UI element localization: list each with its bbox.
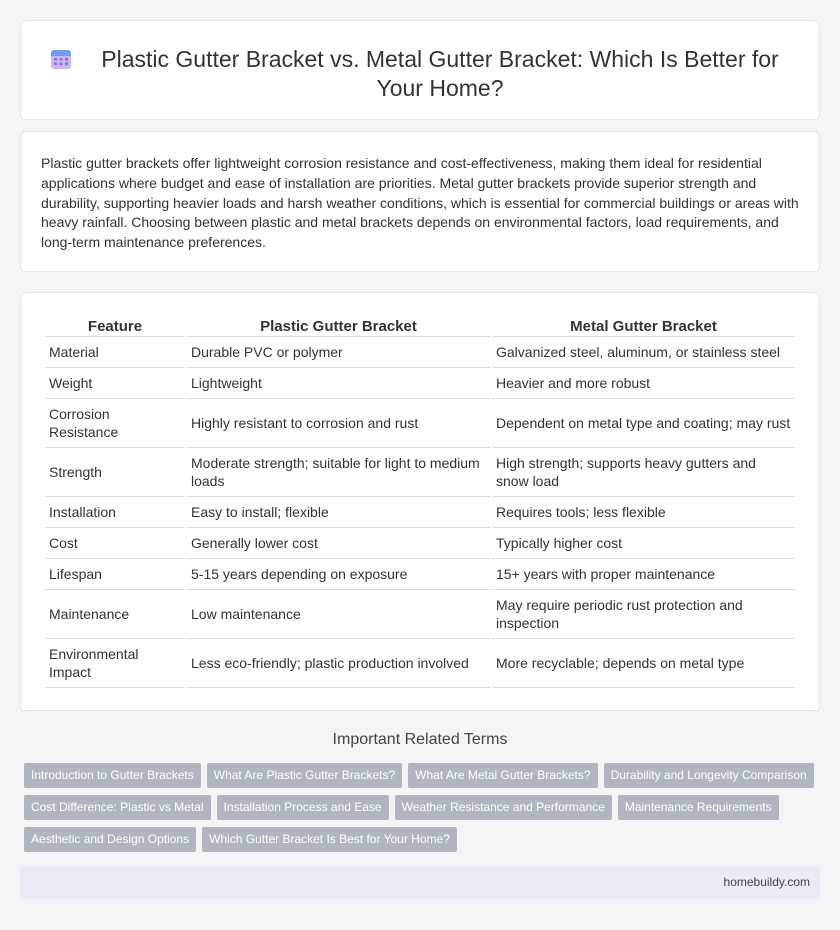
page-title: Plastic Gutter Bracket vs. Metal Gutter Bracket: Which Is Better for Your Home? [101,46,779,101]
related-term-tag[interactable]: Maintenance Requirements [618,795,779,820]
table-row [45,559,795,590]
feature-cell: Installation [45,497,185,528]
feature-cell: Cost [45,528,185,559]
related-term-tag[interactable]: Introduction to Gutter Brackets [24,763,201,788]
related-term-tag[interactable]: Durability and Longevity Comparison [604,763,814,788]
title-card [20,20,820,120]
related-term-tag[interactable]: Installation Process and Ease [217,795,389,820]
metal-cell: Dependent on metal type and coating; may rust [492,399,795,448]
related-terms-list [24,763,824,859]
table-row [45,399,795,448]
column-header-feature: Feature [45,315,185,337]
related-term-tag[interactable]: Weather Resistance and Performance [395,795,612,820]
footer [20,866,820,899]
metal-cell: Requires tools; less flexible [492,497,795,528]
table-row [45,639,795,688]
feature-cell: Environmental Impact [45,639,185,688]
column-header-metal: Metal Gutter Bracket [492,315,795,337]
plastic-cell: Durable PVC or polymer [187,337,490,368]
metal-cell: High strength; supports heavy gutters and snow load [492,448,795,497]
comparison-table-card [20,292,820,711]
table-row [45,590,795,639]
metal-cell: Galvanized steel, aluminum, or stainless steel [492,337,795,368]
feature-cell: Weight [45,368,185,399]
related-term-tag[interactable]: Which Gutter Bracket Is Best for Your Home? [202,827,457,852]
related-term-tag[interactable]: What Are Plastic Gutter Brackets? [207,763,402,788]
intro-paragraph: Plastic gutter brackets offer lightweight corrosion resistance and cost-effectiveness, making them ideal for residential applications where budget and ease of installation are priorities. Metal gutter brackets provide superior strength and durability, supporting heavier loads and harsh weather conditions, which is essential for commercial buildings or areas with heavy rainfall. Choosing between plastic and metal brackets depends on environmental factors, load requirements, and long-term maintenance preferences. [41,155,799,251]
feature-cell: Lifespan [45,559,185,590]
feature-cell: Maintenance [45,590,185,639]
comparison-table [43,315,797,688]
metal-cell: 15+ years with proper maintenance [492,559,795,590]
table-header-row [45,315,795,337]
table-row [45,528,795,559]
feature-cell: Corrosion Resistance [45,399,185,448]
plastic-cell: 5-15 years depending on exposure [187,559,490,590]
column-header-plastic: Plastic Gutter Bracket [187,315,490,337]
footer-site-name[interactable]: homebuildy.com [723,875,810,889]
metal-cell: Typically higher cost [492,528,795,559]
table-row [45,497,795,528]
plastic-cell: Lightweight [187,368,490,399]
plastic-cell: Highly resistant to corrosion and rust [187,399,490,448]
intro-card [20,131,820,272]
metal-cell: May require periodic rust protection and inspection [492,590,795,639]
plastic-cell: Less eco-friendly; plastic production involved [187,639,490,688]
plastic-cell: Low maintenance [187,590,490,639]
related-term-tag[interactable]: Cost Difference: Plastic vs Metal [24,795,211,820]
feature-cell: Material [45,337,185,368]
plastic-cell: Moderate strength; suitable for light to medium loads [187,448,490,497]
feature-cell: Strength [45,448,185,497]
metal-cell: More recyclable; depends on metal type [492,639,795,688]
plastic-cell: Easy to install; flexible [187,497,490,528]
metal-cell: Heavier and more robust [492,368,795,399]
plastic-cell: Generally lower cost [187,528,490,559]
related-terms-heading: Important Related Terms [332,731,508,748]
table-row [45,337,795,368]
table-row [45,448,795,497]
related-term-tag[interactable]: Aesthetic and Design Options [24,827,196,852]
related-term-tag[interactable]: What Are Metal Gutter Brackets? [408,763,597,788]
table-row [45,368,795,399]
